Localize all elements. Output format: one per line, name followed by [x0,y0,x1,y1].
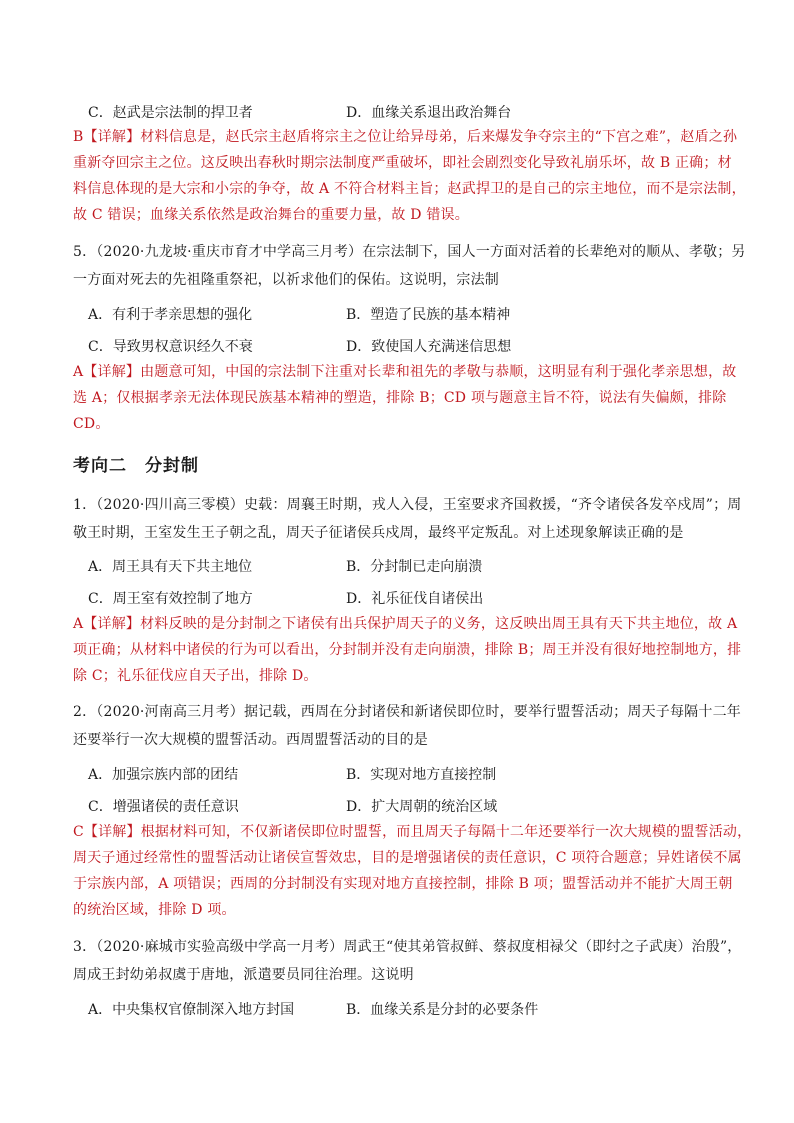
s2q2-option-c: C．增强诸侯的责任意识 [88,799,239,815]
s2q2-stem-line: 还要举行一次大规模的盟誓活动。西周盟誓活动的目的是 [73,732,428,748]
q5-explanation-line: CD。 [73,416,110,432]
q5-option-a: A．有利于孝亲思想的强化 [88,307,253,323]
q4-option-d: D．血缘关系退出政治舞台 [346,105,512,121]
section-title: 考向二 分封制 [73,456,199,476]
q4-explanation-line: 故 C 错误；血缘关系依然是政治舞台的重要力量，故 D 错误。 [73,207,469,223]
s2q3-stem-line: 3．（2020·麻城市实验高级中学高一月考）周武王“使其弟管叔鲜、蔡叔度相禄父（即纣之子武庚）治殷”， [73,939,742,955]
q5-option-c: C．导致男权意识经久不衰 [88,339,253,355]
s2q2-explanation-line: 周天子通过经常性的盟誓活动让诸侯宣誓效忠，目的是增强诸侯的责任意识，C 项符合题意；异姓诸侯不属 [73,850,742,866]
s2q3-option-a: A．中央集权官僚制深入地方封国 [88,1002,295,1018]
s2q1-option-a: A．周王具有天下共主地位 [88,559,253,575]
q5-option-b: B．塑造了民族的基本精神 [346,307,511,323]
s2q1-option-d: D．礼乐征伐自诸侯出 [346,591,484,607]
s2q2-explanation-line: C【详解】根据材料可知，不仅新诸侯即位时盟誓，而且周天子每隔十二年还要举行一次大规模的盟誓活动， [73,824,752,840]
q4-explanation-line: 料信息体现的是大宗和小宗的争夺，故 A 不符合材料主旨；赵武捍卫的是自己的宗主地位，而不是宗法制， [73,181,746,197]
s2q2-explanation-line: 的统治区域，排除 D 项。 [73,902,236,918]
q4-explanation-line: 重新夺回宗主之位。这反映出春秋时期宗法制度严重破坏，即社会剧烈变化导致礼崩乐坏，故 B 正确；材 [73,155,732,171]
s2q2-explanation-line: 于宗族内部，A 项错误；西周的分封制没有实现对地方直接控制，排除 B 项；盟誓活动并不能扩大周王朝 [73,876,733,892]
q4-explanation-line: B【详解】材料信息是，赵氏宗主赵盾将宗主之位让给异母弟，后来爆发争夺宗主的“下宫之难”，赵盾之孙 [73,129,738,145]
s2q2-option-d: D．扩大周朝的统治区域 [346,799,498,815]
s2q1-stem-line: 1．（2020·四川高三零模）史载：周襄王时期，戎人入侵，王室要求齐国救援，“齐令诸侯各发卒戍周”；周 [73,497,742,513]
q5-stem-line: 5．（2020·九龙坡·重庆市育才中学高三月考）在宗法制下，国人一方面对活着的长辈绝对的顺从、孝敬；另 [73,244,746,260]
q5-explanation-line: 选 A；仅根据孝亲无法体现民族基本精神的塑造，排除 B；CD 项与题意主旨不符，说法有失偏颇，排除 [73,390,727,406]
s2q1-option-c: C．周王室有效控制了地方 [88,591,253,607]
s2q2-stem-line: 2．（2020·河南高三月考）据记载，西周在分封诸侯和新诸侯即位时，要举行盟誓活动；周天子每隔十二年 [73,704,741,720]
q5-explanation-line: A【详解】由题意可知，中国的宗法制下注重对长辈和祖先的孝敬与恭顺，这明显有利于强化孝亲思想，故 [73,364,737,380]
s2q1-explanation-line: A【详解】材料反映的是分封制之下诸侯有出兵保护周天子的义务，这反映出周王具有天下共主地位，故 A [73,616,738,632]
s2q2-option-a: A．加强宗族内部的团结 [88,767,239,783]
s2q3-stem-line: 周成王封幼弟叔虞于唐地，派遣要员同往治理。这说明 [73,967,414,983]
s2q1-explanation-line: 除 C；礼乐征伐应自天子出，排除 D。 [73,668,318,684]
s2q3-option-b: B．血缘关系是分封的必要条件 [346,1002,539,1018]
q5-stem-line: 一方面对死去的先祖隆重祭祀，以祈求他们的保佑。这说明，宗法制 [73,272,499,288]
s2q2-option-b: B．实现对地方直接控制 [346,767,497,783]
s2q1-option-b: B．分封制已走向崩溃 [346,559,483,575]
s2q1-stem-line: 敬王时期，王室发生王子朝之乱，周天子征诸侯兵戍周，最终平定叛乱。对上述现象解读正确的是 [73,525,684,541]
s2q1-explanation-line: 项正确；从材料中诸侯的行为可以看出，分封制并没有走向崩溃，排除 B；周王并没有很好地控制地方，排 [73,642,742,658]
q5-option-d: D．致使国人充满迷信思想 [346,339,512,355]
q4-option-c: C．赵武是宗法制的捍卫者 [88,105,253,121]
